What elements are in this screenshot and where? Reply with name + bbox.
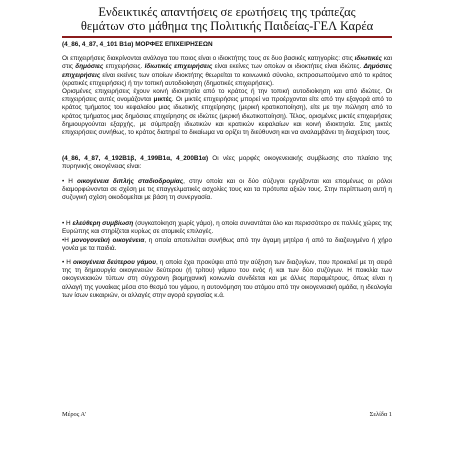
text-run: , η οποία αποτελείται συνήθως από την άγαμη μητέρα ή από το διαζευγμένο ή χήρο γονέα με τα παιδιά.: [62, 236, 392, 252]
footer-page-number: Σελίδα 1: [369, 411, 392, 418]
text-run: Οι νέες μορφές οικογενειακής συμβίωσης στο πλαίσιο της πυρηνικής οικογένειας είναι:: [62, 155, 392, 171]
text-run: , η οποία έχει προκύψει από την αύξηση των διαζυγίων, που προκαλεί με τη σειρά της τη δημιουργία οικογενειών δεύτερου (ή τρίτου) γάμου του ενός ή και των δύο συζύγων. Η ποικιλία των οικογενειακών τύπων στη σύγχρονη βιομηχανική κοινωνία συνδέεται και με άλλες παραμέτρους, όπως είναι η αλλαγή της γυναίκας μέσα στο θεσμό του γάμου, η αυτονόμηση του ατόμου από την οικογενειακή ομάδα, η ιδεολογία των ίσων ευκαιριών, οι αλλαγές στην αγορά εργασίας κ.ά.: [62, 259, 392, 299]
section-1-paragraph-1: [62, 55, 392, 88]
term-private-enterprises: Ιδιωτικές επιχειρήσεις: [144, 63, 213, 71]
text-run: Ορισμένες επιχειρήσεις έχουν κοινή ιδιοκτησία από το κράτος ή την τοπική αυτοδιοίκηση και από ιδιώτες. Οι επιχειρήσεις αυτές ονομάζονται: [62, 88, 392, 104]
section-2-title: (4_86, 4_87, 4_192Β1β, 4_199Β1α, 4_200Β1α): [62, 155, 209, 163]
text-run: είναι εκείνες των οποίων οι ιδιοκτήτες είναι ιδιώτες.: [212, 63, 364, 71]
bullet-marker: •Η: [62, 236, 72, 244]
section-1-title: (4_86, 4_87, 4_101 Β1α) ΜΟΡΦΕΣ ΕΠΙΧΕΙΡΗΣΕΩΝ: [62, 41, 213, 48]
text-run: . Οι μικτές επιχειρήσεις μπορεί να προέρχονται είτε από την εξαγορά από το κράτος τμήματος του κεφαλαίου μιας ιδιωτικής επιχείρησης (μερική κρατικοποίηση), είτε με την πώληση από το κράτος τμήματος μιας δημόσιας επιχείρησης σε ιδιώτες (μερική ιδιωτικοποίηση). Τέλος, ορισμένες μικτές επιχειρήσεις δημιουργούνται εξαρχής, με σύμπραξη ιδιωτικών και κρατικών κεφαλαίων και κοινή ιδιοκτησία. Στις μικτές επιχειρήσεις συνήθως, το κράτος διατηρεί το δικαίωμα να ορίζει τη διεύθυνση και να αναλαμβάνει τη διαχείριση τους.: [62, 96, 392, 137]
term-mixed: μικτές: [153, 96, 172, 104]
text-run: Οι επιχειρήσεις διακρίνονται ανάλογα του ποιος είναι ο ιδιοκτήτης τους σε δυο βασικές κατηγορίες: στις: [62, 55, 355, 63]
term-public-enterprises: Δημόσιες επιχειρήσεις: [62, 63, 392, 79]
term-private: ιδιωτικές: [354, 55, 382, 63]
bullet-dual-career-family: [62, 178, 392, 203]
term-dual-career: οικογένεια διπλής σταδιοδρομίας: [77, 177, 184, 185]
header-divider: [62, 36, 392, 38]
term-public: δημόσιες: [75, 63, 104, 71]
term-single-parent: μονογονεϊκή οικογένεια: [71, 236, 145, 244]
bullet-marker: • Η: [62, 177, 77, 185]
footer-part-label: Μέρος Α': [62, 411, 87, 418]
header-title-line-1: Ενδεικτικές απαντήσεις σε ερωτήσεις της τράπεζας: [98, 5, 356, 19]
text-run: (συγκατοίκηση χωρίς γάμο), η οποία συναντάται όλο και περισσότερο σε πολλές χώρες της Ευρώπης και στηρίζεται κυρίως σε ατομικές επιλογές.: [62, 220, 392, 236]
term-cohabitation: ελεύθερη συμβίωση: [72, 220, 134, 228]
term-second-marriage: οικογένεια δεύτερου γάμου: [73, 259, 156, 267]
text-run: και στις: [62, 55, 392, 71]
text-run: επιχειρήσεις.: [103, 63, 145, 71]
document-body: [62, 41, 392, 300]
header-title-line-2: θεμάτων στο μάθημα της Πολιτικής Παιδείας-ΓΕΛ Καρέα: [80, 19, 374, 33]
bullet-cohabitation: [62, 220, 392, 236]
bullet-single-parent-family: [62, 237, 392, 253]
section-1-paragraph-2: [62, 88, 392, 137]
section-2-intro: [62, 155, 392, 171]
text-run: είναι εκείνες των οποίων ιδιοκτήτης θεωρείται το κοινωνικό σύνολο, εκπροσωπούμενο από το κράτος (κρατικές επιχειρήσεις) ή την τοπική αυτοδιοίκηση (δημοτικές επιχειρήσεις).: [62, 71, 392, 87]
text-run: , στην οποία και οι δύο σύζυγοι εργάζονται και επομένως οι ρόλοι διαμορφώνονται σε σχέση με τις επαγγελματικές ασχολίες τους και τα πρότυπα αξιών τους. Στην περίπτωση αυτή η συζυγική σχέση οικοδομείται με βάση τη συνεργασία.: [62, 177, 392, 202]
bullet-second-marriage-family: [62, 259, 392, 300]
bullet-marker: • Η: [62, 259, 74, 267]
bullet-marker: • Η: [62, 220, 73, 228]
